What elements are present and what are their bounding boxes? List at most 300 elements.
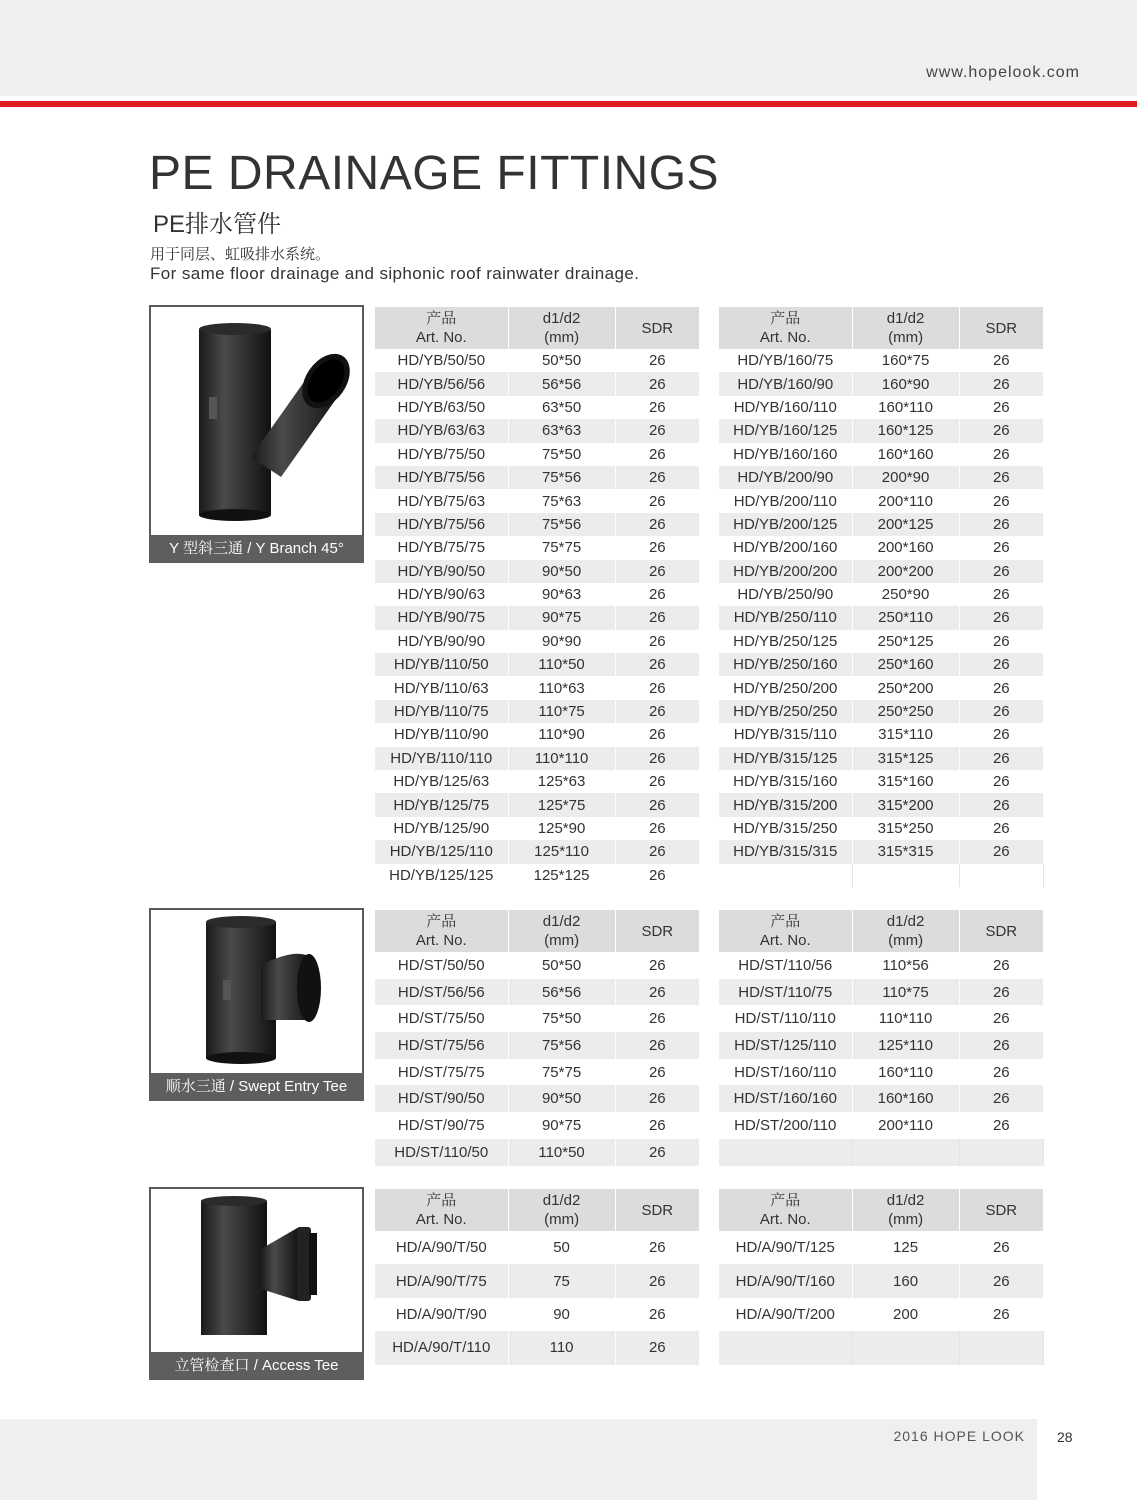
column-header-dimensions	[852, 910, 959, 952]
column-header-dimensions-line-2: (mm)	[544, 329, 580, 346]
sdr-cell: 26	[615, 676, 699, 699]
dimensions-cell: 125*110	[852, 1032, 959, 1059]
dimensions-cell: 75	[508, 1264, 615, 1297]
sdr-cell: 26	[615, 489, 699, 512]
sdr-cell: 26	[959, 1085, 1043, 1112]
dimensions-cell: 200*125	[852, 513, 959, 536]
table-row	[375, 1005, 700, 1032]
sdr-cell: 26	[615, 1032, 699, 1059]
column-header-sdr-line-1: SDR	[985, 319, 1018, 337]
access-tee-fitting-image	[151, 1189, 362, 1354]
sdr-cell: 26	[615, 372, 699, 395]
table-row	[375, 840, 700, 863]
table-row	[375, 513, 700, 536]
art-no-cell: HD/YB/110/75	[375, 700, 508, 723]
table-row	[719, 1139, 1044, 1166]
column-header-art-no-line-2: Art. No.	[415, 329, 467, 346]
sdr-cell: 26	[615, 606, 699, 629]
art-no-cell: HD/YB/110/50	[375, 653, 508, 676]
table-row	[719, 840, 1044, 863]
column-header-dimensions-line-1: d1/d2	[886, 1192, 925, 1209]
art-no-cell: HD/YB/160/90	[719, 372, 852, 395]
table-row	[375, 653, 700, 676]
table-row	[719, 864, 1044, 887]
product-card-swept-entry-tee	[149, 908, 364, 1101]
sdr-cell: 26	[615, 349, 699, 372]
column-header-dimensions-line-1: d1/d2	[886, 913, 925, 930]
dimensions-cell: 250*160	[852, 653, 959, 676]
page-subtitle-cn: PE排水管件	[153, 211, 282, 238]
spec-table-swept-entry-tee-right	[719, 910, 1044, 1166]
column-header-dimensions-line-2: (mm)	[544, 932, 580, 949]
sdr-cell: 26	[615, 513, 699, 536]
dimensions-cell: 315*125	[852, 747, 959, 770]
sdr-cell: 26	[959, 952, 1043, 979]
column-header-art-no-line-1: 产品	[770, 913, 801, 930]
art-no-cell: HD/YB/90/63	[375, 583, 508, 606]
art-no-cell: HD/YB/75/75	[375, 536, 508, 559]
sdr-cell: 26	[959, 979, 1043, 1006]
dimensions-cell: 110*75	[508, 700, 615, 723]
art-no-cell: HD/YB/90/50	[375, 560, 508, 583]
table-row	[719, 1331, 1044, 1364]
table-row	[719, 443, 1044, 466]
column-header-art-no-line-2: Art. No.	[759, 1211, 811, 1228]
dimensions-cell: 315*315	[852, 840, 959, 863]
art-no-cell: HD/ST/110/75	[719, 979, 852, 1006]
dimensions-cell: 160*75	[852, 349, 959, 372]
art-no-cell: HD/YB/200/90	[719, 466, 852, 489]
dimensions-cell: 125*63	[508, 770, 615, 793]
art-no-cell: HD/ST/56/56	[375, 979, 508, 1006]
sdr-cell: 26	[615, 443, 699, 466]
column-header-art-no-line-1: 产品	[426, 1192, 457, 1209]
column-header-dimensions	[508, 307, 615, 349]
sdr-cell: 26	[615, 840, 699, 863]
spec-table-access-tee-left	[375, 1189, 700, 1365]
art-no-cell: HD/A/90/T/75	[375, 1264, 508, 1297]
table-row	[719, 723, 1044, 746]
dimensions-cell: 63*63	[508, 419, 615, 442]
column-header-sdr	[959, 910, 1043, 952]
column-header-dimensions-line-2: (mm)	[888, 932, 924, 949]
art-no-cell: HD/ST/160/110	[719, 1059, 852, 1086]
sdr-cell: 26	[959, 513, 1043, 536]
table-row	[719, 700, 1044, 723]
art-no-cell: HD/YB/160/160	[719, 443, 852, 466]
table-row	[719, 1085, 1044, 1112]
art-no-cell: HD/YB/125/75	[375, 793, 508, 816]
sdr-cell: 26	[959, 419, 1043, 442]
art-no-cell: HD/YB/200/160	[719, 536, 852, 559]
table-row	[719, 513, 1044, 536]
dimensions-cell: 110*90	[508, 723, 615, 746]
art-no-cell: HD/YB/125/125	[375, 864, 508, 887]
table-row	[375, 793, 700, 816]
sdr-cell: 26	[959, 560, 1043, 583]
art-no-cell: HD/A/90/T/90	[375, 1298, 508, 1331]
art-no-cell: HD/YB/315/200	[719, 793, 852, 816]
website-url[interactable]: www.hopelook.com	[926, 64, 1080, 81]
sdr-cell: 26	[615, 630, 699, 653]
art-no-cell: HD/A/90/T/50	[375, 1231, 508, 1264]
art-no-cell: HD/YB/315/110	[719, 723, 852, 746]
column-header-art-no-line-1: 产品	[426, 913, 457, 930]
column-header-sdr	[959, 307, 1043, 349]
table-row	[375, 1298, 700, 1331]
table-row	[719, 583, 1044, 606]
art-no-cell: HD/ST/110/50	[375, 1139, 508, 1166]
table-row	[375, 952, 700, 979]
spec-table-access-tee-right	[719, 1189, 1044, 1365]
product-photo-y-branch	[149, 305, 364, 535]
art-no-cell	[719, 1331, 852, 1364]
sdr-cell	[959, 864, 1043, 887]
sdr-cell: 26	[959, 840, 1043, 863]
table-row	[375, 817, 700, 840]
art-no-cell	[719, 1139, 852, 1166]
table-row	[375, 396, 700, 419]
table-row	[719, 349, 1044, 372]
art-no-cell: HD/YB/160/75	[719, 349, 852, 372]
column-header-dimensions	[508, 910, 615, 952]
art-no-cell: HD/YB/315/125	[719, 747, 852, 770]
sdr-cell: 26	[959, 349, 1043, 372]
spec-table-swept-entry-tee-left	[375, 910, 700, 1166]
table-row	[375, 770, 700, 793]
art-no-cell: HD/YB/250/200	[719, 676, 852, 699]
dimensions-cell: 110*50	[508, 1139, 615, 1166]
column-header-sdr-line-1: SDR	[641, 319, 674, 337]
table-row	[719, 747, 1044, 770]
header-divider	[0, 101, 1137, 107]
sdr-cell: 26	[959, 1264, 1043, 1297]
sdr-cell: 26	[959, 536, 1043, 559]
table-row	[375, 489, 700, 512]
column-header-sdr	[615, 910, 699, 952]
column-header-dimensions	[508, 1189, 615, 1231]
table-header-row	[375, 910, 700, 952]
art-no-cell: HD/YB/315/160	[719, 770, 852, 793]
product-caption-access-tee: 立管检查口 / Access Tee	[149, 1352, 364, 1380]
table-row	[375, 560, 700, 583]
table-header-row	[719, 307, 1044, 349]
sdr-cell: 26	[615, 1231, 699, 1264]
sdr-cell	[959, 1331, 1043, 1364]
art-no-cell: HD/YB/315/250	[719, 817, 852, 840]
art-no-cell: HD/YB/125/63	[375, 770, 508, 793]
table-row	[375, 1085, 700, 1112]
dimensions-cell: 200*110	[852, 489, 959, 512]
product-caption-y-branch: Y 型斜三通 / Y Branch 45°	[149, 535, 364, 563]
sdr-cell: 26	[959, 630, 1043, 653]
column-header-art-no-line-2: Art. No.	[759, 932, 811, 949]
column-header-art-no	[375, 910, 508, 952]
table-row	[375, 1231, 700, 1264]
dimensions-cell: 250*90	[852, 583, 959, 606]
column-header-art-no-line-1: 产品	[770, 310, 801, 327]
product-caption-swept-entry-tee: 顺水三通 / Swept Entry Tee	[149, 1073, 364, 1101]
dimensions-cell: 125*110	[508, 840, 615, 863]
sdr-cell: 26	[615, 793, 699, 816]
sdr-cell: 26	[615, 1298, 699, 1331]
description-cn: 用于同层、虹吸排水系统。	[150, 246, 331, 263]
sdr-cell: 26	[959, 700, 1043, 723]
dimensions-cell: 160*160	[852, 1085, 959, 1112]
art-no-cell: HD/YB/250/250	[719, 700, 852, 723]
dimensions-cell: 75*50	[508, 1005, 615, 1032]
column-header-dimensions-line-1: d1/d2	[542, 913, 581, 930]
table-row	[375, 1264, 700, 1297]
dimensions-cell: 50*50	[508, 952, 615, 979]
art-no-cell: HD/A/90/T/200	[719, 1298, 852, 1331]
table-row	[375, 443, 700, 466]
art-no-cell: HD/YB/63/63	[375, 419, 508, 442]
table-row	[719, 630, 1044, 653]
column-header-art-no	[375, 1189, 508, 1231]
dimensions-cell: 200*160	[852, 536, 959, 559]
sdr-cell: 26	[959, 606, 1043, 629]
column-header-art-no-line-1: 产品	[770, 1192, 801, 1209]
sdr-cell: 26	[959, 489, 1043, 512]
dimensions-cell: 90	[508, 1298, 615, 1331]
table-row	[719, 770, 1044, 793]
table-row	[719, 536, 1044, 559]
product-photo-swept-entry-tee	[149, 908, 364, 1073]
footer-band	[0, 1419, 1037, 1500]
sdr-cell: 26	[615, 396, 699, 419]
sdr-cell: 26	[615, 723, 699, 746]
sdr-cell: 26	[615, 560, 699, 583]
art-no-cell: HD/YB/125/110	[375, 840, 508, 863]
sdr-cell: 26	[959, 793, 1043, 816]
dimensions-cell: 315*110	[852, 723, 959, 746]
sdr-cell: 26	[615, 817, 699, 840]
dimensions-cell: 110	[508, 1331, 615, 1364]
sdr-cell: 26	[615, 952, 699, 979]
table-row	[719, 396, 1044, 419]
table-row	[375, 606, 700, 629]
sdr-cell: 26	[615, 466, 699, 489]
art-no-cell: HD/YB/75/56	[375, 513, 508, 536]
spec-table-y-branch-left	[375, 307, 700, 887]
dimensions-cell: 160*110	[852, 396, 959, 419]
dimensions-cell: 110*110	[852, 1005, 959, 1032]
sdr-cell: 26	[959, 1231, 1043, 1264]
table-header-row	[375, 307, 700, 349]
art-no-cell: HD/ST/50/50	[375, 952, 508, 979]
column-header-sdr-line-1: SDR	[641, 1201, 674, 1219]
y-branch-fitting-image	[151, 307, 362, 537]
table-row	[719, 1112, 1044, 1139]
table-header-row	[719, 1189, 1044, 1231]
table-row	[719, 606, 1044, 629]
column-header-dimensions-line-2: (mm)	[888, 329, 924, 346]
art-no-cell: HD/YB/250/160	[719, 653, 852, 676]
column-header-sdr-line-1: SDR	[985, 922, 1018, 940]
dimensions-cell: 50	[508, 1231, 615, 1264]
table-row	[719, 979, 1044, 1006]
product-card-access-tee	[149, 1187, 364, 1380]
dimensions-cell: 110*56	[852, 952, 959, 979]
table-row	[375, 1112, 700, 1139]
table-row	[719, 419, 1044, 442]
table-row	[719, 372, 1044, 395]
sdr-cell: 26	[615, 979, 699, 1006]
dimensions-cell: 75*56	[508, 513, 615, 536]
column-header-sdr-line-1: SDR	[641, 922, 674, 940]
table-row	[375, 700, 700, 723]
art-no-cell: HD/ST/75/56	[375, 1032, 508, 1059]
column-header-dimensions-line-2: (mm)	[544, 1211, 580, 1228]
column-header-dimensions	[852, 307, 959, 349]
dimensions-cell	[852, 1331, 959, 1364]
table-row	[719, 1231, 1044, 1264]
sdr-cell: 26	[959, 747, 1043, 770]
sdr-cell: 26	[615, 1085, 699, 1112]
page-number: 28	[1057, 1429, 1073, 1445]
art-no-cell: HD/YB/110/63	[375, 676, 508, 699]
dimensions-cell: 90*50	[508, 1085, 615, 1112]
dimensions-cell: 125*75	[508, 793, 615, 816]
dimensions-cell: 315*250	[852, 817, 959, 840]
dimensions-cell: 75*56	[508, 1032, 615, 1059]
dimensions-cell: 110*75	[852, 979, 959, 1006]
sdr-cell: 26	[615, 536, 699, 559]
table-row	[375, 1032, 700, 1059]
dimensions-cell: 75*63	[508, 489, 615, 512]
column-header-sdr	[615, 307, 699, 349]
column-header-dimensions-line-1: d1/d2	[542, 1192, 581, 1209]
dimensions-cell: 200	[852, 1298, 959, 1331]
column-header-art-no-line-1: 产品	[426, 310, 457, 327]
art-no-cell: HD/A/90/T/125	[719, 1231, 852, 1264]
art-no-cell: HD/YB/200/125	[719, 513, 852, 536]
spec-table-y-branch-right	[719, 307, 1044, 887]
dimensions-cell: 160*125	[852, 419, 959, 442]
sdr-cell: 26	[615, 1139, 699, 1166]
sdr-cell: 26	[959, 372, 1043, 395]
table-row	[375, 676, 700, 699]
dimensions-cell	[852, 1139, 959, 1166]
table-row	[719, 1264, 1044, 1297]
dimensions-cell: 315*160	[852, 770, 959, 793]
art-no-cell	[719, 864, 852, 887]
sdr-cell: 26	[615, 1112, 699, 1139]
column-header-sdr-line-1: SDR	[985, 1201, 1018, 1219]
page-title: PE DRAINAGE FITTINGS	[149, 147, 720, 200]
art-no-cell: HD/YB/75/63	[375, 489, 508, 512]
art-no-cell: HD/YB/110/90	[375, 723, 508, 746]
dimensions-cell: 56*56	[508, 372, 615, 395]
sdr-cell: 26	[959, 676, 1043, 699]
table-row	[375, 419, 700, 442]
column-header-art-no-line-2: Art. No.	[415, 932, 467, 949]
dimensions-cell: 125*125	[508, 864, 615, 887]
sdr-cell: 26	[615, 1331, 699, 1364]
table-row	[375, 1139, 700, 1166]
art-no-cell: HD/ST/110/110	[719, 1005, 852, 1032]
dimensions-cell: 63*50	[508, 396, 615, 419]
dimensions-cell: 75*75	[508, 1059, 615, 1086]
dimensions-cell: 90*75	[508, 606, 615, 629]
art-no-cell: HD/YB/90/90	[375, 630, 508, 653]
art-no-cell: HD/ST/200/110	[719, 1112, 852, 1139]
table-row	[719, 1059, 1044, 1086]
table-row	[375, 372, 700, 395]
sdr-cell: 26	[959, 1112, 1043, 1139]
art-no-cell: HD/YB/90/75	[375, 606, 508, 629]
sdr-cell: 26	[959, 1032, 1043, 1059]
dimensions-cell	[852, 864, 959, 887]
description-en: For same floor drainage and siphonic roof rainwater drainage.	[150, 264, 640, 283]
sdr-cell: 26	[615, 864, 699, 887]
column-header-art-no	[719, 307, 852, 349]
table-row	[375, 630, 700, 653]
dimensions-cell: 125*90	[508, 817, 615, 840]
dimensions-cell: 75*50	[508, 443, 615, 466]
art-no-cell: HD/YB/250/90	[719, 583, 852, 606]
table-row	[375, 747, 700, 770]
dimensions-cell: 110*110	[508, 747, 615, 770]
column-header-dimensions-line-1: d1/d2	[542, 310, 581, 327]
sdr-cell: 26	[959, 1005, 1043, 1032]
table-row	[375, 536, 700, 559]
dimensions-cell: 250*125	[852, 630, 959, 653]
dimensions-cell: 160*90	[852, 372, 959, 395]
dimensions-cell: 160	[852, 1264, 959, 1297]
dimensions-cell: 56*56	[508, 979, 615, 1006]
dimensions-cell: 250*250	[852, 700, 959, 723]
sdr-cell: 26	[615, 419, 699, 442]
column-header-art-no	[719, 910, 852, 952]
dimensions-cell: 90*90	[508, 630, 615, 653]
art-no-cell: HD/YB/50/50	[375, 349, 508, 372]
dimensions-cell: 75*56	[508, 466, 615, 489]
art-no-cell: HD/YB/200/110	[719, 489, 852, 512]
sdr-cell: 26	[959, 770, 1043, 793]
art-no-cell: HD/YB/63/50	[375, 396, 508, 419]
sdr-cell: 26	[615, 1005, 699, 1032]
swept-entry-tee-fitting-image	[151, 910, 362, 1075]
art-no-cell: HD/YB/75/50	[375, 443, 508, 466]
dimensions-cell: 110*50	[508, 653, 615, 676]
art-no-cell: HD/YB/56/56	[375, 372, 508, 395]
table-row	[375, 466, 700, 489]
column-header-sdr	[615, 1189, 699, 1231]
table-row	[719, 489, 1044, 512]
art-no-cell: HD/A/90/T/110	[375, 1331, 508, 1364]
art-no-cell: HD/A/90/T/160	[719, 1264, 852, 1297]
sdr-cell: 26	[959, 723, 1043, 746]
art-no-cell: HD/ST/75/75	[375, 1059, 508, 1086]
table-row	[719, 1005, 1044, 1032]
sdr-cell: 26	[959, 1059, 1043, 1086]
table-row	[719, 952, 1044, 979]
table-row	[719, 466, 1044, 489]
art-no-cell: HD/YB/110/110	[375, 747, 508, 770]
product-photo-access-tee	[149, 1187, 364, 1352]
table-row	[375, 979, 700, 1006]
column-header-art-no-line-2: Art. No.	[415, 1211, 467, 1228]
table-row	[375, 349, 700, 372]
art-no-cell: HD/YB/315/315	[719, 840, 852, 863]
column-header-sdr	[959, 1189, 1043, 1231]
dimensions-cell: 90*75	[508, 1112, 615, 1139]
art-no-cell: HD/YB/250/110	[719, 606, 852, 629]
dimensions-cell: 200*110	[852, 1112, 959, 1139]
column-header-dimensions	[852, 1189, 959, 1231]
